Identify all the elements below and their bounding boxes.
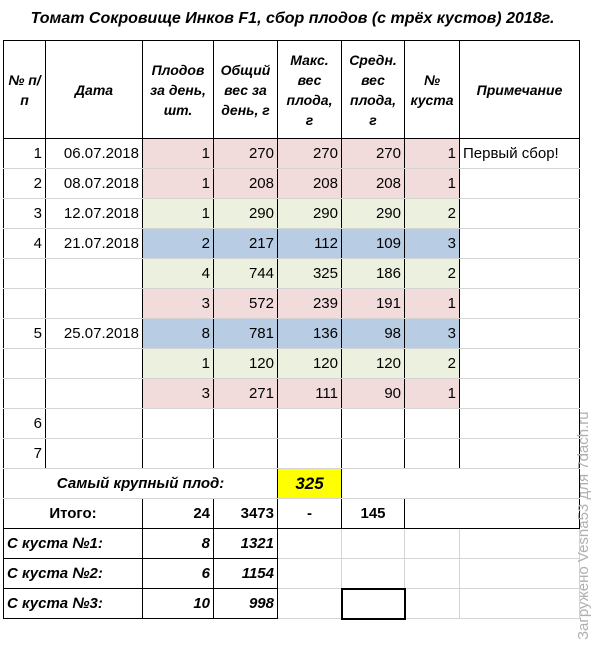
row-note[interactable]: Первый сбор! [460, 139, 580, 169]
row-max-weight[interactable]: 112 [278, 229, 342, 259]
row-number[interactable]: 6 [4, 409, 46, 439]
totals-weight[interactable]: 3473 [214, 499, 278, 529]
bush-row-1 [4, 529, 580, 559]
row-date[interactable] [46, 349, 143, 379]
row-note[interactable] [460, 199, 580, 229]
row-total-weight[interactable] [214, 409, 278, 439]
bush-label[interactable]: С куста №1: [4, 529, 143, 559]
table-row [4, 139, 580, 169]
cell-empty[interactable] [405, 469, 460, 499]
row-total-weight[interactable]: 744 [214, 259, 278, 289]
largest-row [4, 469, 580, 499]
row-fruits[interactable]: 1 [143, 199, 214, 229]
row-bush[interactable]: 2 [405, 199, 460, 229]
row-max-weight[interactable]: 111 [278, 379, 342, 409]
selected-cell[interactable] [342, 589, 405, 619]
table-row [4, 349, 580, 379]
table-row [4, 409, 580, 439]
row-avg-weight[interactable] [342, 439, 405, 469]
row-max-weight[interactable]: 239 [278, 289, 342, 319]
row-date[interactable] [46, 289, 143, 319]
row-bush[interactable]: 1 [405, 169, 460, 199]
cell-empty[interactable] [460, 469, 580, 499]
row-number[interactable] [4, 379, 46, 409]
row-avg-weight[interactable] [342, 409, 405, 439]
row-avg-weight[interactable]: 290 [342, 199, 405, 229]
row-note[interactable] [460, 259, 580, 289]
header-max-weight[interactable]: Макс. вес плода, г [278, 41, 342, 139]
header-num[interactable]: № п/п [4, 41, 46, 139]
row-total-weight[interactable]: 120 [214, 349, 278, 379]
row-fruits[interactable]: 8 [143, 319, 214, 349]
row-avg-weight[interactable]: 191 [342, 289, 405, 319]
row-fruits[interactable]: 4 [143, 259, 214, 289]
largest-value[interactable]: 325 [278, 469, 342, 499]
header-total-weight[interactable]: Общий вес за день, г [214, 41, 278, 139]
cell-empty[interactable] [460, 499, 580, 529]
cell-empty[interactable] [460, 529, 580, 559]
row-total-weight[interactable] [214, 439, 278, 469]
row-bush[interactable]: 1 [405, 139, 460, 169]
bush-weight[interactable]: 1154 [214, 559, 278, 589]
row-fruits[interactable]: 2 [143, 229, 214, 259]
row-total-weight[interactable]: 271 [214, 379, 278, 409]
row-total-weight[interactable]: 290 [214, 199, 278, 229]
row-total-weight[interactable]: 208 [214, 169, 278, 199]
cell-empty[interactable] [460, 589, 580, 619]
cell-empty[interactable] [460, 559, 580, 589]
row-avg-weight[interactable]: 109 [342, 229, 405, 259]
table-row [4, 229, 580, 259]
bush-fruits[interactable]: 6 [143, 559, 214, 589]
watermark [572, 20, 598, 640]
table-row [4, 259, 580, 289]
row-number[interactable] [4, 289, 46, 319]
row-max-weight[interactable]: 136 [278, 319, 342, 349]
row-max-weight[interactable]: 208 [278, 169, 342, 199]
row-number[interactable]: 1 [4, 139, 46, 169]
row-avg-weight[interactable]: 270 [342, 139, 405, 169]
row-total-weight[interactable]: 270 [214, 139, 278, 169]
row-fruits[interactable]: 1 [143, 349, 214, 379]
table-row [4, 379, 580, 409]
cell-empty[interactable] [405, 499, 460, 529]
row-total-weight[interactable]: 217 [214, 229, 278, 259]
row-number[interactable]: 2 [4, 169, 46, 199]
cell-empty[interactable] [278, 589, 342, 619]
row-number[interactable] [4, 259, 46, 289]
watermark-text: Загружено Vesna53 для 7dach.ru [575, 411, 592, 640]
cell-empty[interactable] [278, 529, 342, 559]
totals-row [4, 499, 580, 529]
cell-empty[interactable] [405, 559, 460, 589]
row-number[interactable]: 5 [4, 319, 46, 349]
row-note[interactable] [460, 379, 580, 409]
row-fruits[interactable] [143, 439, 214, 469]
row-avg-weight[interactable]: 120 [342, 349, 405, 379]
cell-empty[interactable] [342, 559, 405, 589]
cell-empty[interactable] [405, 529, 460, 559]
bush-label[interactable]: С куста №3: [4, 589, 143, 619]
cell-empty[interactable] [342, 529, 405, 559]
totals-fruits[interactable]: 24 [143, 499, 214, 529]
header-row [4, 41, 580, 139]
header-date[interactable]: Дата [46, 41, 143, 139]
header-note[interactable]: Примечание [460, 41, 580, 139]
bush-weight[interactable]: 1321 [214, 529, 278, 559]
row-bush[interactable] [405, 409, 460, 439]
cell-empty[interactable] [405, 589, 460, 619]
row-note[interactable] [460, 229, 580, 259]
row-note[interactable] [460, 349, 580, 379]
row-note[interactable] [460, 409, 580, 439]
row-fruits[interactable]: 1 [143, 169, 214, 199]
header-fruits[interactable]: Плодов за день, шт. [143, 41, 214, 139]
row-bush[interactable]: 2 [405, 259, 460, 289]
row-max-weight[interactable]: 290 [278, 199, 342, 229]
bush-fruits[interactable]: 8 [143, 529, 214, 559]
harvest-table [3, 40, 580, 620]
row-avg-weight[interactable]: 186 [342, 259, 405, 289]
row-fruits[interactable]: 1 [143, 139, 214, 169]
table-row [4, 289, 580, 319]
row-date[interactable] [46, 379, 143, 409]
row-fruits[interactable] [143, 409, 214, 439]
row-number[interactable]: 3 [4, 199, 46, 229]
row-bush[interactable] [405, 439, 460, 469]
row-date[interactable]: 06.07.2018 [46, 139, 143, 169]
row-max-weight[interactable]: 270 [278, 139, 342, 169]
bush-row-2 [4, 559, 580, 589]
row-bush[interactable]: 1 [405, 379, 460, 409]
row-date[interactable] [46, 259, 143, 289]
row-date[interactable] [46, 409, 143, 439]
row-bush[interactable]: 3 [405, 229, 460, 259]
row-date[interactable]: 25.07.2018 [46, 319, 143, 349]
header-avg-weight[interactable]: Средн. вес плода, г [342, 41, 405, 139]
totals-label[interactable]: Итого: [4, 499, 143, 529]
row-avg-weight[interactable]: 90 [342, 379, 405, 409]
row-date[interactable] [46, 439, 143, 469]
row-max-weight[interactable] [278, 409, 342, 439]
table-row [4, 319, 580, 349]
totals-avg[interactable]: 145 [342, 499, 405, 529]
cell-empty[interactable] [342, 469, 405, 499]
row-note[interactable] [460, 169, 580, 199]
row-max-weight[interactable]: 120 [278, 349, 342, 379]
row-avg-weight[interactable]: 208 [342, 169, 405, 199]
row-bush[interactable]: 2 [405, 349, 460, 379]
sheet-title: Томат Сокровище Инков F1, сбор плодов (с трёх кустов) 2018г. [30, 10, 555, 27]
bush-fruits[interactable]: 10 [143, 589, 214, 619]
row-max-weight[interactable]: 325 [278, 259, 342, 289]
row-total-weight[interactable]: 781 [214, 319, 278, 349]
row-fruits[interactable]: 3 [143, 379, 214, 409]
row-note[interactable] [460, 289, 580, 319]
row-fruits[interactable]: 3 [143, 289, 214, 319]
header-bush[interactable]: № куста [405, 41, 460, 139]
row-avg-weight[interactable]: 98 [342, 319, 405, 349]
row-bush[interactable]: 3 [405, 319, 460, 349]
bush-label[interactable]: С куста №2: [4, 559, 143, 589]
row-date[interactable]: 21.07.2018 [46, 229, 143, 259]
table-row [4, 439, 580, 469]
row-total-weight[interactable]: 572 [214, 289, 278, 319]
row-note[interactable] [460, 319, 580, 349]
row-number[interactable]: 4 [4, 229, 46, 259]
largest-label[interactable]: Самый крупный плод: [4, 469, 278, 499]
row-number[interactable]: 7 [4, 439, 46, 469]
bush-weight[interactable]: 998 [214, 589, 278, 619]
row-number[interactable] [4, 349, 46, 379]
row-max-weight[interactable] [278, 439, 342, 469]
table-row [4, 199, 580, 229]
row-note[interactable] [460, 439, 580, 469]
row-bush[interactable]: 1 [405, 289, 460, 319]
row-date[interactable]: 12.07.2018 [46, 199, 143, 229]
row-date[interactable]: 08.07.2018 [46, 169, 143, 199]
totals-max[interactable]: - [278, 499, 342, 529]
cell-empty[interactable] [278, 559, 342, 589]
bush-row-3 [4, 589, 580, 619]
table-row [4, 169, 580, 199]
